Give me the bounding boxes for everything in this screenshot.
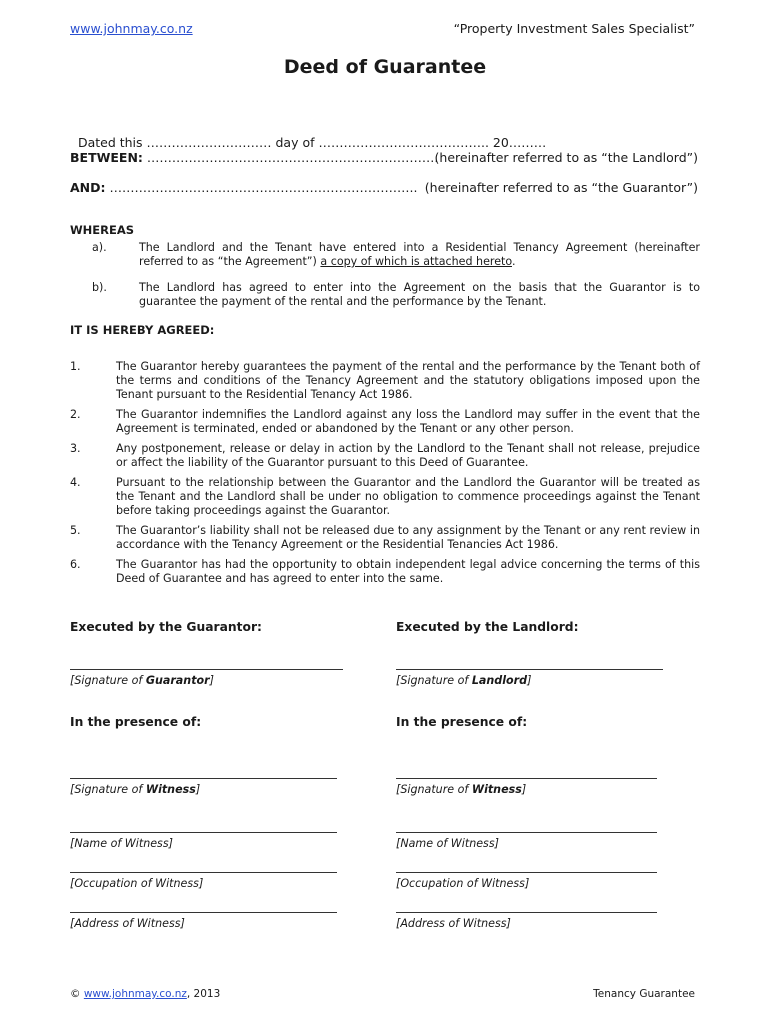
landlord-witness-address-line[interactable] — [396, 912, 657, 913]
dated-line — [70, 120, 546, 150]
clause-number: 6. — [70, 558, 81, 571]
landlord-witness-name-line[interactable] — [396, 832, 657, 833]
landlord-witness-address-label: [Address of Witness] — [396, 917, 511, 930]
between-label: BETWEEN: — [70, 150, 143, 165]
between-dots: ……………………………………………………………. — [142, 150, 439, 165]
and-line — [70, 180, 417, 195]
clause-text: The Guarantor hereby guarantees the payment of the rental and the performance by the Tenant both of the terms and conditions of the Tenancy Agreement and the statutory obligations imposed upon the Tenant pursuant to the Residential Tenancy Act 1986. — [116, 360, 700, 401]
clause-text: Pursuant to the relationship between the Guarantor and the Landlord the Guarantor will be treated as the Tenant and the Landlord shall be under no obligation to commence proceedings against the Tenant before taking proceedings against the Guarantor. — [116, 476, 700, 517]
sig-prefix: [Signature of — [70, 783, 146, 796]
guarantor-signature-line[interactable] — [70, 669, 343, 670]
and-dots: ……………………………………………………………….. — [105, 180, 418, 195]
sig-prefix: [Signature of — [396, 783, 472, 796]
guarantor-witness-address-label: [Address of Witness] — [70, 917, 185, 930]
copyright-symbol: © — [70, 988, 81, 1000]
clause-text: The Guarantor indemnifies the Landlord against any loss the Landlord may suffer in the event that the Agreement is terminated, ended or abandoned by the Tenant or any other person. — [116, 408, 700, 435]
clause-text: The Guarantor’s liability shall not be released due to any assignment by the Tenant or any rent review in accordance with the Tenancy Agreement or the Residential Tenancies Act 1986. — [116, 524, 700, 551]
clause-number: 3. — [70, 442, 81, 455]
whereas-heading: WHEREAS — [70, 223, 135, 237]
guarantor-witness-signature-label — [70, 783, 200, 796]
landlord-witness-name-label: [Name of Witness] — [396, 837, 499, 850]
whereas-b-label: b). — [92, 281, 107, 294]
clause-number: 5. — [70, 524, 81, 537]
landlord-witness-signature-line[interactable] — [396, 778, 657, 779]
sig-role: Witness — [471, 783, 522, 796]
guarantor-witness-name-label: [Name of Witness] — [70, 837, 173, 850]
and-suffix: (hereinafter referred to as “the Guarantor”) — [424, 180, 698, 195]
clause-number: 2. — [70, 408, 81, 421]
whereas-a-text — [139, 241, 700, 269]
clause-number: 1. — [70, 360, 81, 373]
guarantor-presence-heading: In the presence of: — [70, 715, 202, 729]
between-suffix: (hereinafter referred to as “the Landlord”) — [434, 150, 698, 165]
executed-by-landlord-heading: Executed by the Landlord: — [396, 620, 579, 634]
whereas-a-label: a). — [92, 241, 107, 254]
footer-copyright — [70, 988, 220, 1000]
sig-role: Witness — [145, 783, 196, 796]
sig-suffix: ] — [527, 674, 532, 687]
footer-document-name: Tenancy Guarantee — [593, 988, 695, 1000]
landlord-witness-signature-label — [396, 783, 526, 796]
sig-suffix: ] — [195, 783, 201, 796]
and-label: AND: — [70, 180, 106, 195]
clause-text: The Guarantor has had the opportunity to obtain independent legal advice concerning the terms of this Deed of Guarantee and has agreed to enter into the same. — [116, 558, 700, 585]
attached-copy-note: a copy of which is attached hereto — [320, 255, 512, 268]
between-line — [70, 150, 438, 165]
executed-by-guarantor-heading: Executed by the Guarantor: — [70, 620, 262, 634]
guarantor-witness-address-line[interactable] — [70, 912, 337, 913]
clause-number: 4. — [70, 476, 81, 489]
sig-role: Landlord — [471, 674, 528, 687]
document-title: Deed of Guarantee — [283, 56, 487, 78]
clause-text: Any postponement, release or delay in action by the Landlord to the Tenant shall not release, prejudice or affect the liability of the Guarantor pursuant to this Deed of Guarantee. — [116, 442, 700, 469]
landlord-presence-heading: In the presence of: — [396, 715, 528, 729]
guarantor-witness-occupation-label: [Occupation of Witness] — [70, 877, 204, 890]
landlord-witness-occupation-line[interactable] — [396, 872, 657, 873]
footer-year: , 2013 — [186, 988, 221, 1000]
whereas-b-text: The Landlord has agreed to enter into the Agreement on the basis that the Guarantor is to guarantee the payment of the rental and the performance by the Tenant. — [139, 281, 700, 308]
agreed-heading: IT IS HEREBY AGREED: — [70, 323, 215, 337]
footer-website-link[interactable]: www.johnmay.co.nz — [83, 988, 187, 1000]
header-website-link[interactable]: www.johnmay.co.nz — [70, 21, 193, 36]
landlord-witness-occupation-label: [Occupation of Witness] — [396, 877, 530, 890]
whereas-a-text-before: The Landlord and the Tenant have entered into a Residential Tenancy Agreement (hereinafter referred to as “the Agreement”) — [139, 241, 700, 268]
landlord-signature-label — [396, 674, 531, 687]
whereas-a-text-after: . — [511, 255, 516, 268]
sig-prefix: [Signature of — [396, 674, 472, 687]
sig-role: Guarantor — [145, 674, 210, 687]
dated-line-text: Dated this ………………………… day of ………………………………….. 20……… — [77, 135, 547, 150]
sig-prefix: [Signature of — [70, 674, 146, 687]
sig-suffix: ] — [209, 674, 214, 687]
landlord-signature-line[interactable] — [396, 669, 663, 670]
guarantor-witness-signature-line[interactable] — [70, 778, 337, 779]
header-tagline: “Property Investment Sales Specialist” — [453, 21, 695, 36]
guarantor-signature-label — [70, 674, 214, 687]
guarantor-witness-occupation-line[interactable] — [70, 872, 337, 873]
sig-suffix: ] — [521, 783, 527, 796]
guarantor-witness-name-line[interactable] — [70, 832, 337, 833]
